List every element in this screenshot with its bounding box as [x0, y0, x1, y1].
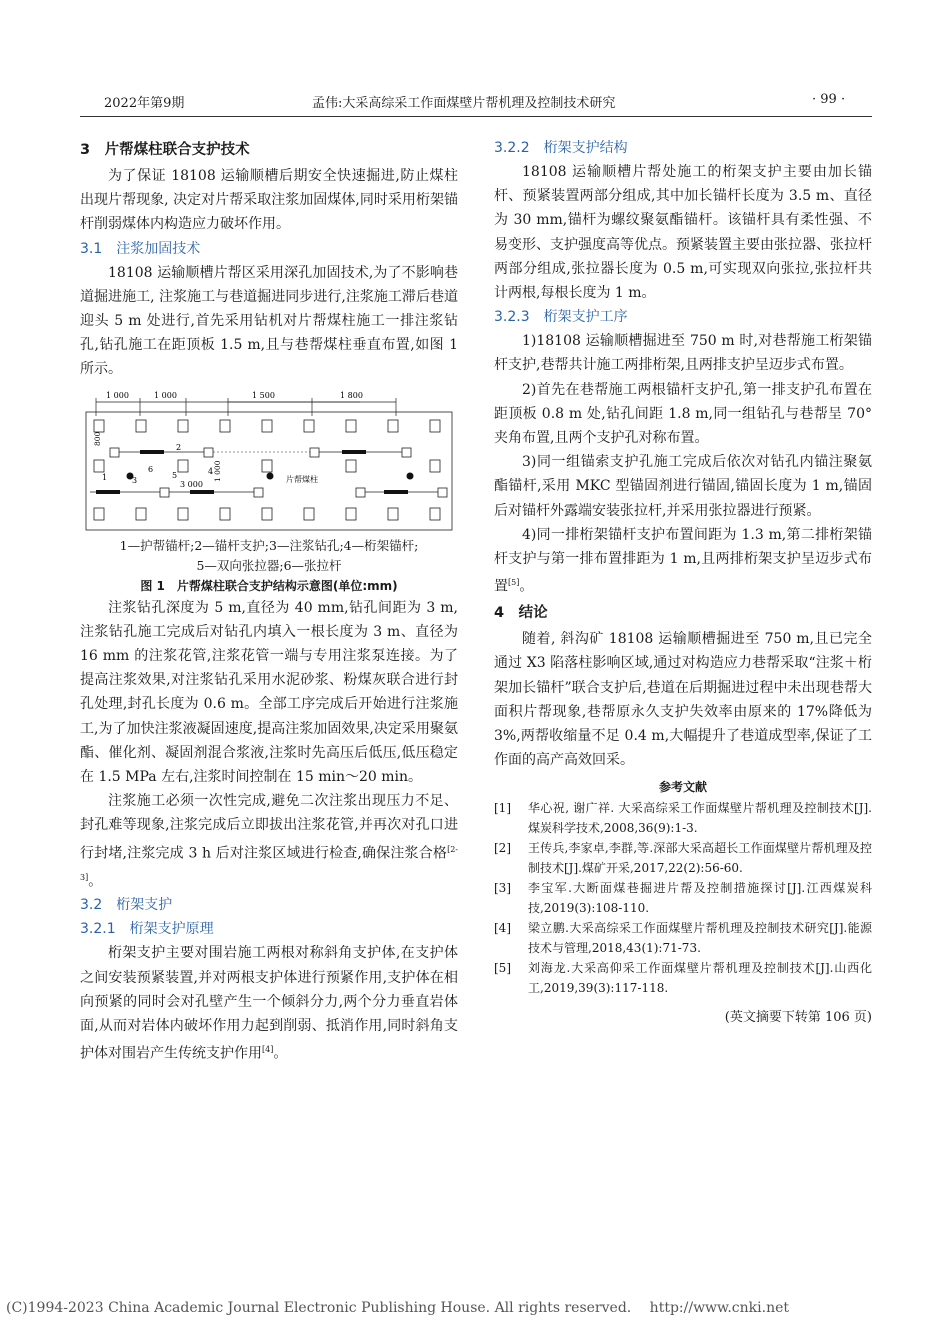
section-3-2-title: 3.2 桁架支护 — [80, 897, 173, 914]
section-3-title: 3 片帮煤柱联合支护技术 — [80, 142, 250, 158]
reference-item: [4] 梁立鹏.大采高综采工作面煤壁片帮机理及控制技术研究[J].能源技术与管理,2018,43(1):71-73. — [494, 921, 872, 956]
dim-label: 1 000 — [154, 390, 177, 400]
dim-label: 1 800 — [340, 390, 363, 400]
paragraph: 3)同一组锚索支护孔施工完成后依次对钻孔内锚注聚氨酯锚杆,采用 MKC 型锚固剂进行锚固,锚固长度为 1 m,锚固后对锚杆外露端安装张拉杆,并采用张拉器进行预紧。 — [494, 454, 872, 519]
bolt-row-top — [94, 420, 440, 432]
tensioner — [342, 450, 366, 454]
figure-legend: 1—护帮锚杆;2—锚杆支护;3—注浆钻孔;4—桁架锚杆; — [119, 537, 419, 553]
grout-holes — [127, 472, 414, 479]
figure-1-diagram — [80, 386, 458, 536]
paragraph: 注浆钻孔深度为 5 m,直径为 40 mm,钻孔间距为 3 m, 注浆钻孔施工完成后对钻孔内填入一根长度为 3 m、直径为 16 mm 的注浆花管,注浆花管一端与专用注浆泵连接。为了提高注浆效果,对注浆钻孔采用水泥砂浆、粉煤灰联合进行封孔处理,封孔长度为 0.6 m。全部工序完成后开始进行注浆施工,为了加快注浆液凝固速度,提高注浆加固效果,决定采用聚氨酯、催化剂、凝固剂混合浆液,注浆时先高压后低压,低压稳定在 1.5 MPa 左右,注浆时间控制在 15 min～20 min。 — [80, 599, 458, 786]
paragraph: 桁架支护主要对围岩施工两根对称斜角支护体,在支护体之间安装预紧装置,并对两根支护体进行预紧作用,支护体在相向预紧的同时会对孔壁产生一个倾斜分力,两个分力垂直岩体面,从而对岩体内破坏作用力起到削弱、抵消作用,同时斜角支护体对围岩产生传统支护作用[4]。 — [80, 945, 458, 1062]
svg-text:6: 6 — [148, 464, 154, 474]
paragraph: 18108 运输顺槽片帮区采用深孔加固技术,为了不影响巷道掘进施工, 注浆施工与巷道掘进同步进行,注浆施工滞后巷道迎头 5 m 处进行,首先采用钻机对片帮煤柱施工一排注浆钻孔,钻孔施工在距顶板 1.5 m,且与巷帮煤柱垂直布置,如图 1 所示。 — [80, 264, 458, 378]
svg-text:1 000: 1 000 — [213, 460, 222, 482]
reference-list — [494, 798, 872, 998]
header-title: 孟伟:大采高综采工作面煤壁片帮机理及控制技术研究 — [312, 96, 616, 111]
figure-legend: 5—双向张拉器;6—张拉杆 — [196, 557, 342, 573]
reference-item: [2] 王传兵,李家卓,李群,等.深部大采高超长工作面煤壁片帮机理及控制技术[J].煤矿开采,2017,22(2):56-60. — [494, 841, 872, 876]
tensioner — [140, 450, 164, 454]
svg-text:3 000: 3 000 — [180, 479, 203, 489]
header-rule — [80, 116, 872, 117]
references-title: 参考文献 — [658, 780, 707, 795]
page-number: · 99 · — [812, 92, 846, 107]
svg-text:800: 800 — [93, 431, 102, 446]
paragraph: 随着, 斜沟矿 18108 运输顺槽掘进至 750 m,且已完全通过 X3 陷落柱影响区域,通过对构造应力巷帮采取“注浆＋桁架加长锚杆”联合支护后,巷道在后期掘进过程中未出现巷帮大面积片帮现象,巷帮原永久支护失效率由原来的 17%降低为 3%,两帮收缩量不足 0.4 m,大幅提升了巷道成型率,保证了工作面的高产高效回采。 — [494, 631, 872, 769]
svg-text:5: 5 — [172, 470, 178, 480]
section-3-2-1-title: 3.2.1 桁架支护原理 — [80, 921, 214, 938]
dim-label: 1 500 — [252, 390, 275, 400]
dim-label: 1 000 — [106, 390, 129, 400]
paragraph: 18108 运输顺槽片帮处施工的桁架支护主要由加长锚杆、预紧装置两部分组成,其中加长锚杆长度为 3.5 m、直径为 30 mm,锚杆为螺纹聚氨酯锚杆。该锚杆具有柔性强、不易变形、支护强度高等优点。预紧装置主要由张拉器、张拉杆两部分组成,张拉器长度为 0.5 m,可实现双向张拉,张拉杆共计两根,每根长度为 1 m。 — [494, 164, 872, 302]
paragraph: 2)首先在巷帮施工两根锚杆支护孔,第一排支护孔布置在距顶板 0.8 m 处,钻孔间距 1.8 m,同一组钻孔与巷帮呈 70° 夹角布置,且两个支护孔对称布置。 — [494, 381, 886, 447]
paragraph: 1)18108 运输顺槽掘进至 750 m 时,对巷帮施工桁架锚杆支护,巷帮共计施工两排桁架,且两排支护呈迈步式布置。 — [494, 333, 872, 374]
svg-text:1: 1 — [102, 472, 108, 482]
section-3-2-3-title: 3.2.3 桁架支护工序 — [494, 309, 628, 326]
svg-text:2: 2 — [176, 442, 182, 452]
right-column — [494, 136, 886, 1031]
continued-note: (英文摘要下转第 106 页) — [724, 1010, 872, 1026]
svg-text:3: 3 — [132, 475, 138, 485]
coal-wall-outline — [86, 412, 452, 530]
left-column — [80, 136, 458, 1066]
reference-item: [3] 李宝军.大断面煤巷掘进片帮及控制措施探讨[J].江西煤炭科技,2019(3):108-110. — [494, 881, 872, 916]
header-left: 2022年第9期 — [104, 96, 185, 111]
section-3-2-2-title: 3.2.2 桁架支护结构 — [494, 140, 628, 156]
paragraph: 4)同一排桁架锚杆支护布置间距为 1.3 m,第二排桁架锚杆支护与第一排布置排距为 1 m,且两排桁架支护呈迈步式布置[5]。 — [494, 526, 872, 595]
reference-item: [5] 刘海龙.大采高仰采工作面煤壁片帮机理及控制技术[J].山西化工,2019,39(3):117-118. — [494, 961, 872, 996]
bolt-row-bottom — [94, 508, 440, 520]
figure-caption: 图 1 片帮煤柱联合支护结构示意图(单位:mm) — [140, 578, 398, 593]
paragraph: 注浆施工必须一次性完成,避免二次注浆出现压力不足、封孔难等现象,注浆完成后立即拔出注浆花管,并再次对孔口进行封堵,注浆完成 3 h 后对注浆区域进行检查,确保注浆合格[2-3]。 — [80, 793, 458, 890]
support-structure-diagram — [80, 386, 458, 536]
reference-item: [1] 华心祝, 谢广祥. 大采高综采工作面煤壁片帮机理及控制技术[J].煤炭科学技术,2008,36(9):1-3. — [494, 801, 872, 836]
svg-text:4: 4 — [208, 466, 214, 476]
paragraph: 为了保证 18108 运输顺槽后期安全快速掘进,防止煤柱出现片帮现象, 决定对片帮采取注浆加固煤体,同时采用桁架锚杆削弱煤体内构造应力破坏作用。 — [80, 168, 458, 233]
section-3-1-title: 3.1 注浆加固技术 — [80, 240, 201, 257]
section-4-title: 4 结论 — [494, 605, 548, 622]
copyright-footer: (C)1994-2023 China Academic Journal Electronic Publishing House. All rights reserved. http://www.cnki.net — [6, 1300, 790, 1316]
wall-label: 片帮煤柱 — [286, 474, 318, 484]
